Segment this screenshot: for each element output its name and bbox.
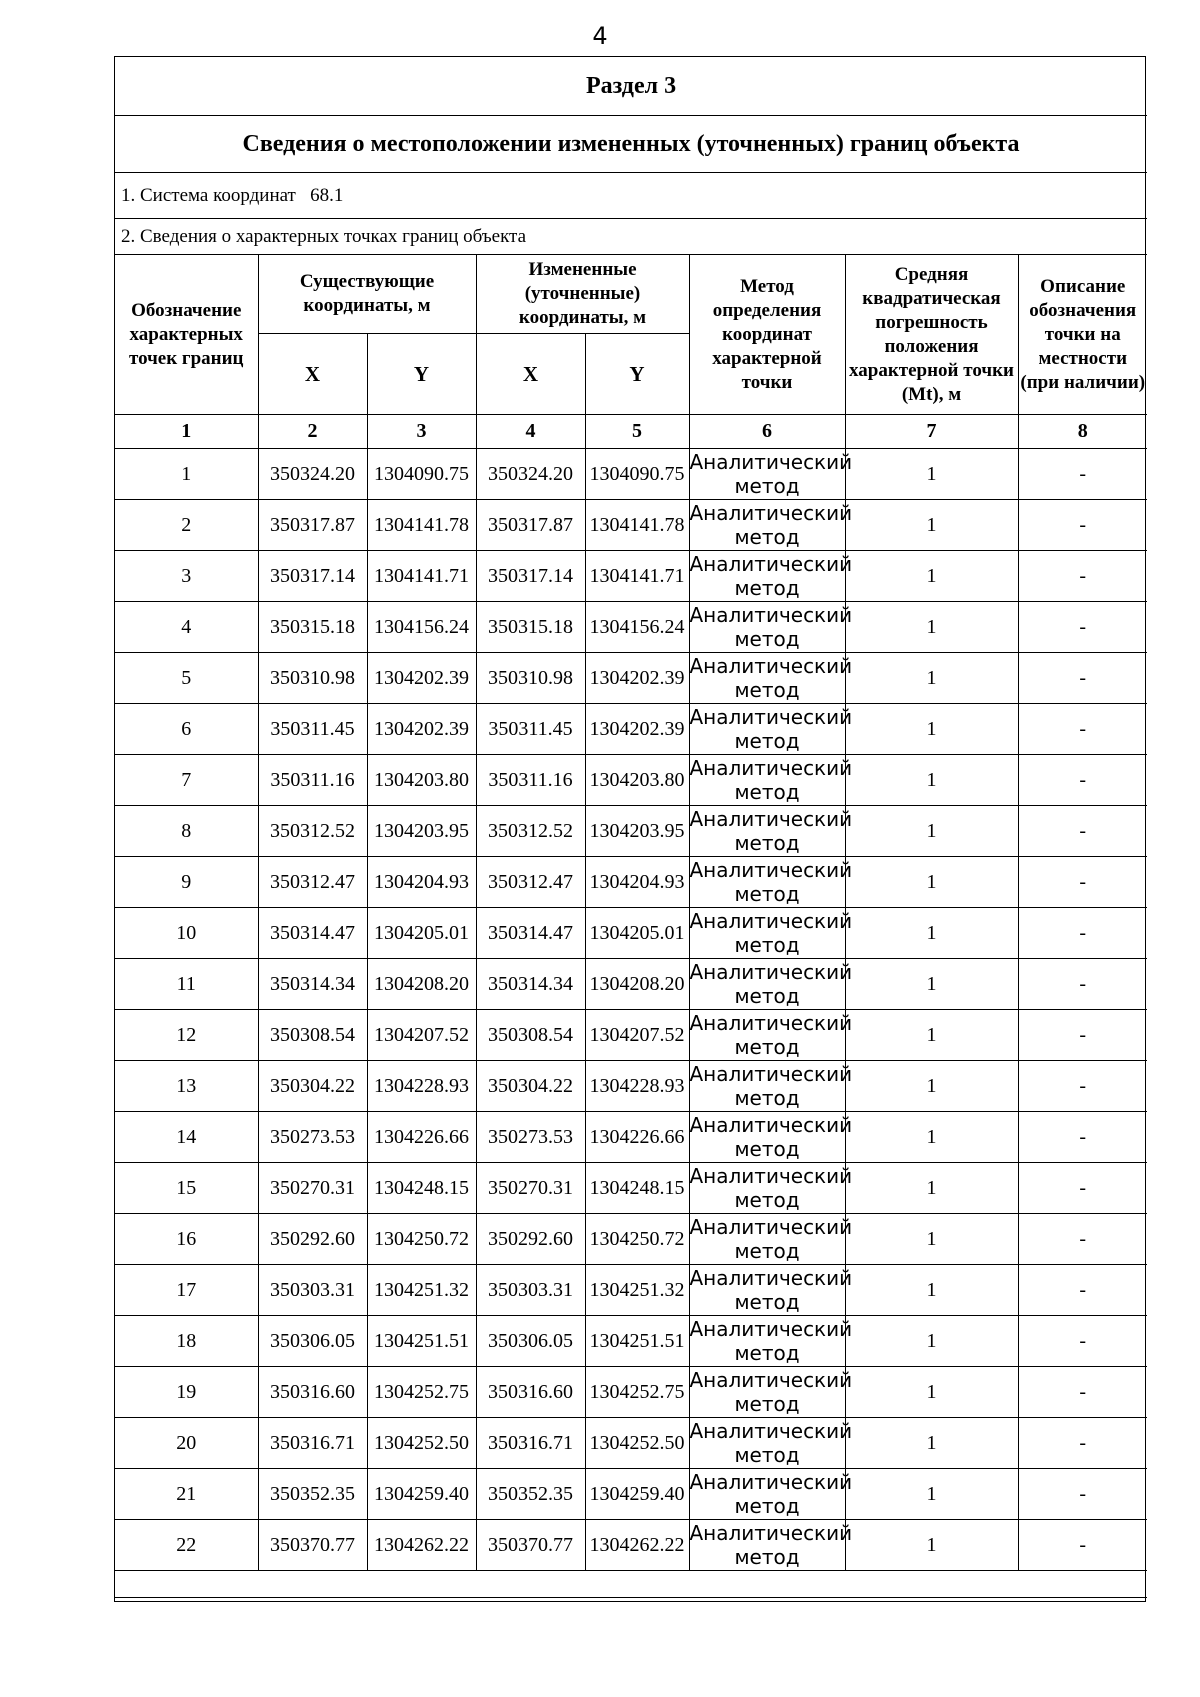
cell-point-number: 7 xyxy=(115,755,258,806)
cell-description: - xyxy=(1018,1520,1147,1571)
cell-changed-y: 1304203.95 xyxy=(585,806,689,857)
cell-error-mt: 1 xyxy=(845,1061,1018,1112)
coord-system-value: 68.1 xyxy=(310,184,344,206)
table-row xyxy=(115,704,1147,755)
cell-changed-y: 1304202.39 xyxy=(585,653,689,704)
points-table xyxy=(115,57,1147,1598)
cell-description: - xyxy=(1018,1061,1147,1112)
cell-description: - xyxy=(1018,704,1147,755)
cell-description: - xyxy=(1018,1163,1147,1214)
table-row xyxy=(115,1010,1147,1061)
cell-method: Аналитический метод xyxy=(689,1215,853,1263)
column-number: 3 xyxy=(367,415,476,449)
cell-method: Аналитический метод xyxy=(689,654,853,702)
cell-description: - xyxy=(1018,857,1147,908)
cell-existing-y: 1304203.95 xyxy=(367,806,476,857)
cell-changed-y: 1304203.80 xyxy=(585,755,689,806)
cell-changed-y: 1304226.66 xyxy=(585,1112,689,1163)
cell-point-number: 19 xyxy=(115,1367,258,1418)
cell-changed-y: 1304250.72 xyxy=(585,1214,689,1265)
section-subtitle: Сведения о местоположении измененных (уточненных) границ объекта xyxy=(115,116,1147,173)
cell-method: Аналитический метод xyxy=(689,1521,853,1569)
table-row xyxy=(115,1112,1147,1163)
cell-changed-x: 350352.35 xyxy=(476,1469,585,1520)
cell-description: - xyxy=(1018,1316,1147,1367)
cell-changed-x: 350314.34 xyxy=(476,959,585,1010)
cell-changed-x: 350315.18 xyxy=(476,602,585,653)
header-existing-x: X xyxy=(258,334,367,415)
column-number: 5 xyxy=(585,415,689,449)
cell-point-number: 6 xyxy=(115,704,258,755)
section-title: Раздел 3 xyxy=(115,57,1147,116)
cell-existing-y: 1304141.71 xyxy=(367,551,476,602)
cell-method: Аналитический метод xyxy=(689,1419,853,1467)
cell-changed-x: 350308.54 xyxy=(476,1010,585,1061)
cell-description: - xyxy=(1018,1367,1147,1418)
cell-point-number: 17 xyxy=(115,1265,258,1316)
cell-existing-y: 1304252.50 xyxy=(367,1418,476,1469)
cell-error-mt: 1 xyxy=(845,857,1018,908)
cell-existing-y: 1304202.39 xyxy=(367,653,476,704)
cell-method: Аналитический метод xyxy=(689,1113,853,1161)
cell-error-mt: 1 xyxy=(845,1367,1018,1418)
column-number: 8 xyxy=(1018,415,1147,449)
cell-existing-x: 350317.14 xyxy=(258,551,367,602)
header-existing-y: Y xyxy=(367,334,476,415)
cell-method: Аналитический метод xyxy=(689,756,853,804)
cell-existing-y: 1304202.39 xyxy=(367,704,476,755)
cell-changed-x: 350324.20 xyxy=(476,449,585,500)
cell-existing-x: 350316.71 xyxy=(258,1418,367,1469)
header-designation: Обозначение характерных точек границ xyxy=(115,255,258,415)
cell-changed-x: 350311.16 xyxy=(476,755,585,806)
cell-description: - xyxy=(1018,500,1147,551)
cell-error-mt: 1 xyxy=(845,755,1018,806)
cell-method: Аналитический метод xyxy=(689,1062,853,1110)
cell-changed-y: 1304141.71 xyxy=(585,551,689,602)
points-heading: 2. Сведения о характерных точках границ объекта xyxy=(115,219,1147,255)
cell-description: - xyxy=(1018,602,1147,653)
cell-changed-x: 350314.47 xyxy=(476,908,585,959)
cell-method: Аналитический метод xyxy=(689,501,853,549)
cell-existing-y: 1304204.93 xyxy=(367,857,476,908)
table-row xyxy=(115,1367,1147,1418)
table-row xyxy=(115,1520,1147,1571)
cell-existing-y: 1304248.15 xyxy=(367,1163,476,1214)
cell-existing-y: 1304252.75 xyxy=(367,1367,476,1418)
cell-error-mt: 1 xyxy=(845,500,1018,551)
table-row xyxy=(115,857,1147,908)
column-number: 4 xyxy=(476,415,585,449)
cell-changed-x: 350306.05 xyxy=(476,1316,585,1367)
cell-changed-x: 350311.45 xyxy=(476,704,585,755)
cell-point-number: 3 xyxy=(115,551,258,602)
cell-changed-x: 350273.53 xyxy=(476,1112,585,1163)
document-frame xyxy=(114,56,1146,1602)
cell-changed-y: 1304205.01 xyxy=(585,908,689,959)
coord-system-row xyxy=(115,173,1147,219)
page-number: 4 xyxy=(592,22,608,50)
cell-changed-y: 1304248.15 xyxy=(585,1163,689,1214)
column-numbers-row xyxy=(115,415,1147,449)
header-existing-coords: Существующие координаты, м xyxy=(258,255,476,334)
cell-error-mt: 1 xyxy=(845,1316,1018,1367)
cell-changed-x: 350316.71 xyxy=(476,1418,585,1469)
cell-method: Аналитический метод xyxy=(689,909,853,957)
cell-existing-x: 350311.45 xyxy=(258,704,367,755)
cell-existing-y: 1304141.78 xyxy=(367,500,476,551)
cell-method: Аналитический метод xyxy=(689,1317,853,1365)
cell-changed-y: 1304251.51 xyxy=(585,1316,689,1367)
cell-changed-x: 350310.98 xyxy=(476,653,585,704)
table-row xyxy=(115,1418,1147,1469)
cell-error-mt: 1 xyxy=(845,653,1018,704)
table-row xyxy=(115,449,1147,500)
cell-description: - xyxy=(1018,1469,1147,1520)
cell-point-number: 8 xyxy=(115,806,258,857)
cell-existing-x: 350310.98 xyxy=(258,653,367,704)
cell-existing-x: 350270.31 xyxy=(258,1163,367,1214)
cell-existing-y: 1304090.75 xyxy=(367,449,476,500)
header-changed-y: Y xyxy=(585,334,689,415)
cell-existing-y: 1304251.32 xyxy=(367,1265,476,1316)
cell-method: Аналитический метод xyxy=(689,1011,853,1059)
cell-description: - xyxy=(1018,755,1147,806)
cell-point-number: 14 xyxy=(115,1112,258,1163)
cell-method: Аналитический метод xyxy=(689,450,853,498)
cell-error-mt: 1 xyxy=(845,1214,1018,1265)
table-row xyxy=(115,755,1147,806)
cell-existing-x: 350304.22 xyxy=(258,1061,367,1112)
table-row xyxy=(115,1061,1147,1112)
cell-error-mt: 1 xyxy=(845,908,1018,959)
cell-existing-x: 350314.47 xyxy=(258,908,367,959)
cell-error-mt: 1 xyxy=(845,1469,1018,1520)
cell-method: Аналитический метод xyxy=(689,552,853,600)
header-changed-coords: Измененные (уточненные) координаты, м xyxy=(476,255,689,334)
cell-point-number: 2 xyxy=(115,500,258,551)
column-number: 7 xyxy=(845,415,1018,449)
cell-description: - xyxy=(1018,1265,1147,1316)
table-row xyxy=(115,806,1147,857)
cell-existing-y: 1304156.24 xyxy=(367,602,476,653)
table-row xyxy=(115,1265,1147,1316)
cell-method: Аналитический метод xyxy=(689,960,853,1008)
table-row xyxy=(115,1316,1147,1367)
cell-description: - xyxy=(1018,449,1147,500)
header-changed-x: X xyxy=(476,334,585,415)
cell-changed-x: 350370.77 xyxy=(476,1520,585,1571)
cell-changed-y: 1304141.78 xyxy=(585,500,689,551)
cell-description: - xyxy=(1018,1112,1147,1163)
cell-error-mt: 1 xyxy=(845,704,1018,755)
cell-point-number: 1 xyxy=(115,449,258,500)
cell-changed-x: 350317.14 xyxy=(476,551,585,602)
cell-description: - xyxy=(1018,1418,1147,1469)
cell-error-mt: 1 xyxy=(845,806,1018,857)
cell-description: - xyxy=(1018,551,1147,602)
cell-changed-y: 1304202.39 xyxy=(585,704,689,755)
cell-description: - xyxy=(1018,1214,1147,1265)
cell-existing-y: 1304228.93 xyxy=(367,1061,476,1112)
cell-changed-x: 350317.87 xyxy=(476,500,585,551)
cell-description: - xyxy=(1018,1010,1147,1061)
cell-existing-x: 350306.05 xyxy=(258,1316,367,1367)
table-row xyxy=(115,653,1147,704)
cell-point-number: 13 xyxy=(115,1061,258,1112)
cell-changed-y: 1304228.93 xyxy=(585,1061,689,1112)
column-number: 2 xyxy=(258,415,367,449)
header-method: Метод определения координат характерной точки xyxy=(689,255,845,415)
cell-point-number: 9 xyxy=(115,857,258,908)
cell-method: Аналитический метод xyxy=(689,1164,853,1212)
cell-changed-y: 1304156.24 xyxy=(585,602,689,653)
cell-existing-x: 350292.60 xyxy=(258,1214,367,1265)
cell-point-number: 18 xyxy=(115,1316,258,1367)
cell-error-mt: 1 xyxy=(845,602,1018,653)
cell-method: Аналитический метод xyxy=(689,603,853,651)
cell-error-mt: 1 xyxy=(845,1010,1018,1061)
cell-changed-x: 350292.60 xyxy=(476,1214,585,1265)
cell-changed-x: 350312.52 xyxy=(476,806,585,857)
cell-changed-x: 350303.31 xyxy=(476,1265,585,1316)
table-footer-row xyxy=(115,1571,1147,1598)
cell-existing-y: 1304226.66 xyxy=(367,1112,476,1163)
cell-method: Аналитический метод xyxy=(689,1266,853,1314)
cell-existing-y: 1304259.40 xyxy=(367,1469,476,1520)
cell-existing-x: 350317.87 xyxy=(258,500,367,551)
cell-existing-x: 350273.53 xyxy=(258,1112,367,1163)
cell-changed-y: 1304252.75 xyxy=(585,1367,689,1418)
cell-existing-y: 1304207.52 xyxy=(367,1010,476,1061)
column-number: 6 xyxy=(689,415,845,449)
cell-existing-x: 350308.54 xyxy=(258,1010,367,1061)
cell-error-mt: 1 xyxy=(845,959,1018,1010)
table-row xyxy=(115,959,1147,1010)
cell-changed-y: 1304252.50 xyxy=(585,1418,689,1469)
cell-method: Аналитический метод xyxy=(689,705,853,753)
cell-existing-x: 350312.47 xyxy=(258,857,367,908)
cell-changed-y: 1304090.75 xyxy=(585,449,689,500)
cell-method: Аналитический метод xyxy=(689,807,853,855)
table-row xyxy=(115,1469,1147,1520)
cell-error-mt: 1 xyxy=(845,551,1018,602)
cell-point-number: 20 xyxy=(115,1418,258,1469)
cell-error-mt: 1 xyxy=(845,1265,1018,1316)
table-row xyxy=(115,908,1147,959)
cell-changed-x: 350312.47 xyxy=(476,857,585,908)
cell-point-number: 16 xyxy=(115,1214,258,1265)
cell-existing-y: 1304208.20 xyxy=(367,959,476,1010)
cell-point-number: 5 xyxy=(115,653,258,704)
column-number: 1 xyxy=(115,415,258,449)
cell-point-number: 15 xyxy=(115,1163,258,1214)
cell-point-number: 12 xyxy=(115,1010,258,1061)
header-description: Описание обозначения точки на местности (при наличии) xyxy=(1018,255,1147,415)
cell-error-mt: 1 xyxy=(845,1520,1018,1571)
cell-existing-y: 1304203.80 xyxy=(367,755,476,806)
table-row xyxy=(115,551,1147,602)
cell-existing-x: 350303.31 xyxy=(258,1265,367,1316)
cell-existing-x: 350312.52 xyxy=(258,806,367,857)
cell-description: - xyxy=(1018,908,1147,959)
cell-existing-x: 350370.77 xyxy=(258,1520,367,1571)
cell-error-mt: 1 xyxy=(845,1112,1018,1163)
cell-existing-x: 350315.18 xyxy=(258,602,367,653)
header-error: Средняя квадратическая погрешность положения характерной точки (Mt), м xyxy=(845,255,1018,415)
table-row xyxy=(115,602,1147,653)
cell-existing-x: 350316.60 xyxy=(258,1367,367,1418)
cell-existing-x: 350352.35 xyxy=(258,1469,367,1520)
cell-description: - xyxy=(1018,653,1147,704)
table-row xyxy=(115,500,1147,551)
cell-method: Аналитический метод xyxy=(689,858,853,906)
cell-changed-x: 350270.31 xyxy=(476,1163,585,1214)
table-row xyxy=(115,1163,1147,1214)
table-footer-cell xyxy=(115,1571,1147,1598)
cell-changed-y: 1304259.40 xyxy=(585,1469,689,1520)
cell-point-number: 11 xyxy=(115,959,258,1010)
cell-existing-x: 350324.20 xyxy=(258,449,367,500)
cell-point-number: 4 xyxy=(115,602,258,653)
cell-method: Аналитический метод xyxy=(689,1470,853,1518)
cell-changed-x: 350304.22 xyxy=(476,1061,585,1112)
cell-error-mt: 1 xyxy=(845,1418,1018,1469)
cell-changed-x: 350316.60 xyxy=(476,1367,585,1418)
cell-changed-y: 1304208.20 xyxy=(585,959,689,1010)
table-row xyxy=(115,1214,1147,1265)
cell-description: - xyxy=(1018,959,1147,1010)
cell-point-number: 10 xyxy=(115,908,258,959)
cell-changed-y: 1304251.32 xyxy=(585,1265,689,1316)
cell-existing-y: 1304262.22 xyxy=(367,1520,476,1571)
coord-system-label: 1. Система координат xyxy=(121,184,296,206)
cell-changed-y: 1304204.93 xyxy=(585,857,689,908)
cell-existing-x: 350311.16 xyxy=(258,755,367,806)
cell-changed-y: 1304207.52 xyxy=(585,1010,689,1061)
cell-point-number: 22 xyxy=(115,1520,258,1571)
cell-existing-x: 350314.34 xyxy=(258,959,367,1010)
cell-point-number: 21 xyxy=(115,1469,258,1520)
cell-existing-y: 1304250.72 xyxy=(367,1214,476,1265)
cell-changed-y: 1304262.22 xyxy=(585,1520,689,1571)
cell-existing-y: 1304205.01 xyxy=(367,908,476,959)
cell-description: - xyxy=(1018,806,1147,857)
cell-method: Аналитический метод xyxy=(689,1368,853,1416)
cell-error-mt: 1 xyxy=(845,1163,1018,1214)
cell-error-mt: 1 xyxy=(845,449,1018,500)
cell-existing-y: 1304251.51 xyxy=(367,1316,476,1367)
